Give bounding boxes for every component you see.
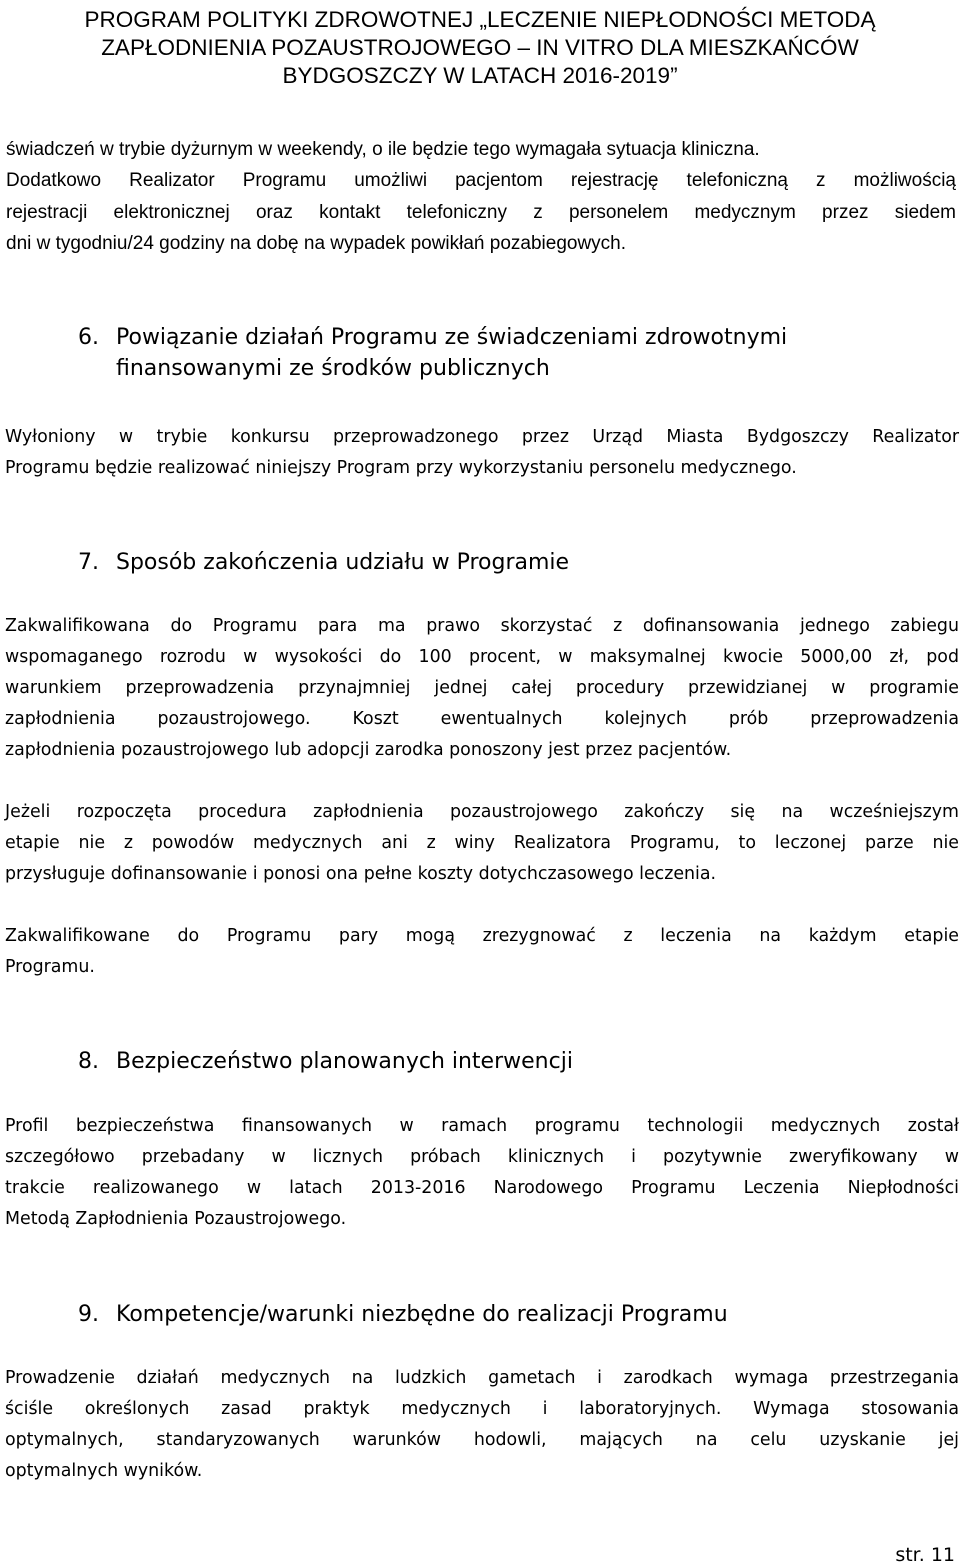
page-number: str. 11 [895,1544,955,1566]
paragraph-line: Programu będzie realizować niniejszy Program przy wykorzystaniu personelu medycznego. [5,458,797,479]
section-title-continued: finansowanymi ze środków publicznych [116,356,550,381]
header-line-1: PROGRAM POLITYKI ZDROWOTNEJ „LECZENIE NIEPŁODNOŚCI METODĄ [84,7,876,32]
paragraph-line: przysługuje dofinansowanie i ponosi ona pełne koszty dotychczasowego leczenia. [5,864,717,885]
intro-line: Dodatkowo Realizator Programu umożliwi pacjentom rejestrację telefoniczną z możliwością [6,170,956,192]
section-title: Kompetencje/warunki niezbędne do realizacji Programu [116,1302,728,1327]
section-7-heading [78,547,569,578]
paragraph-line: optymalnych, standaryzowanych warunków hodowli, mających na celu uzyskanie jej [5,1430,959,1451]
section-7-paragraph-3 [5,921,959,983]
paragraph-line: zapłodnienia pozaustrojowego. Koszt ewentualnych kolejnych prób przeprowadzenia [5,709,959,730]
paragraph-line: Zakwalifikowane do Programu pary mogą zrezygnować z leczenia na każdym etapie [5,926,959,946]
section-9-heading [78,1299,728,1330]
document-header [0,6,960,90]
intro-paragraph [6,134,956,259]
paragraph-line: trakcie realizowanego w latach 2013-2016 Narodowego Programu Leczenia Niepłodności [5,1178,959,1199]
section-number: 8. [78,1049,99,1074]
paragraph-line: optymalnych wyników. [5,1461,203,1482]
paragraph-line: wspomaganego rozrodu w wysokości do 100 procent, w maksymalnej kwocie 5000,00 zł, pod [5,647,959,668]
section-8-paragraph [5,1111,959,1235]
section-7-paragraph-2 [5,797,959,890]
section-number: 6. [78,325,99,350]
header-line-2: ZAPŁODNIENIA POZAUSTROJOWEGO – IN VITRO DLA MIESZKAŃCÓW [101,35,859,60]
paragraph-line: ściśle określonych zasad praktyk medycznych i laboratoryjnych. Wymaga stosowania [5,1399,959,1420]
section-title: Bezpieczeństwo planowanych interwencji [116,1049,573,1074]
paragraph-line: zapłodnienia pozaustrojowego lub adopcji zarodka ponoszony jest przez pacjentów. [5,740,732,761]
intro-line: świadczeń w trybie dyżurnym w weekendy, o ile będzie tego wymagała sytuacja kliniczna. [6,139,760,160]
paragraph-line: Prowadzenie działań medycznych na ludzkich gametach i zarodkach wymaga przestrzegania [5,1368,959,1388]
paragraph-line: etapie nie z powodów medycznych ani z winy Realizatora Programu, to leczonej parze nie [5,833,959,854]
paragraph-line: Wyłoniony w trybie konkursu przeprowadzonego przez Urząd Miasta Bydgoszczy Realizator [5,427,959,447]
section-7-paragraph-1 [5,611,959,766]
section-number: 7. [78,550,99,575]
paragraph-line: Programu. [5,957,95,978]
paragraph-line: Metodą Zapłodnienia Pozaustrojowego. [5,1209,347,1230]
paragraph-line: Jeżeli rozpoczęta procedura zapłodnienia pozaustrojowego zakończy się na wcześniejszym [5,802,959,822]
paragraph-line: Zakwalifikowana do Programu para ma prawo skorzystać z dofinansowania jednego zabiegu [5,616,959,636]
section-title: Sposób zakończenia udziału w Programie [116,550,570,575]
section-6-paragraph [5,422,959,484]
section-6-heading [78,322,787,384]
paragraph-line: szczegółowo przebadany w licznych próbach klinicznych i pozytywnie zweryfikowany w [5,1147,959,1168]
header-line-3: BYDGOSZCZY W LATACH 2016-2019” [282,63,678,88]
paragraph-line: Profil bezpieczeństwa finansowanych w ramach programu technologii medycznych został [5,1116,959,1136]
section-9-paragraph [5,1363,959,1487]
section-8-heading [78,1046,573,1077]
paragraph-line: warunkiem przeprowadzenia przynajmniej jednej całej procedury przewidzianej w programie [5,678,959,699]
section-number: 9. [78,1302,99,1327]
section-title: Powiązanie działań Programu ze świadczeniami zdrowotnymi [116,325,788,350]
intro-line: dni w tygodniu/24 godziny na dobę na wypadek powikłań pozabiegowych. [6,232,627,254]
intro-line: rejestracji elektronicznej oraz kontakt telefoniczny z personelem medycznym przez siedem [6,201,956,223]
